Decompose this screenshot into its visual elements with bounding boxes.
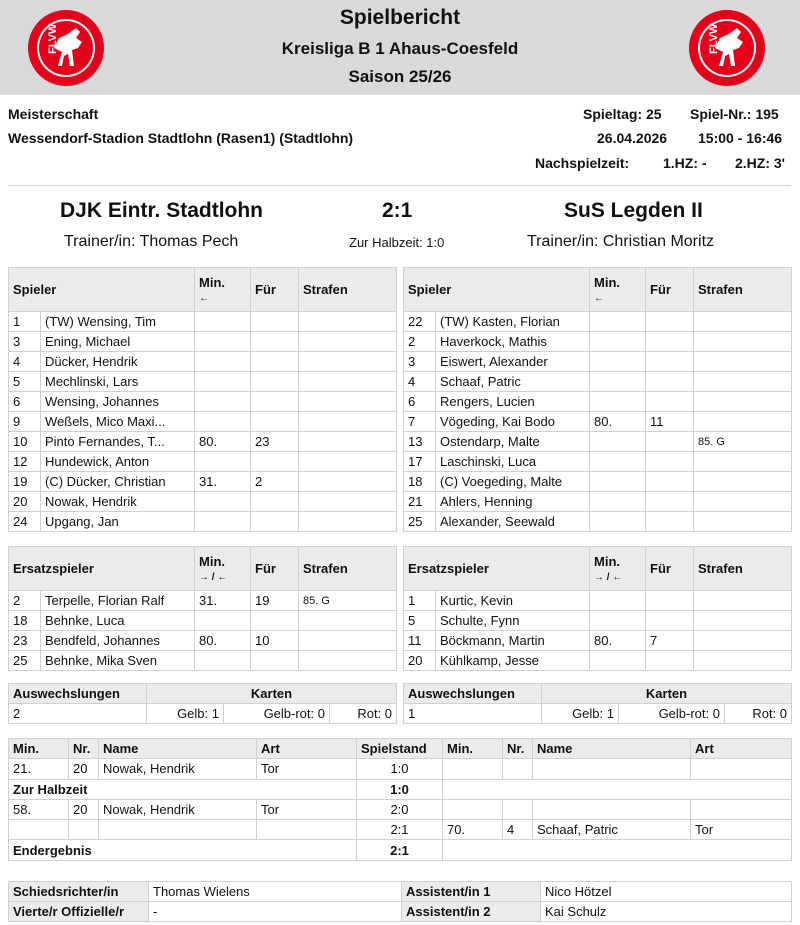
player-penalty	[299, 432, 397, 452]
vierte-label: Vierte/r Offizielle/r	[9, 902, 149, 922]
player-number: 4	[404, 372, 436, 392]
player-penalty	[299, 312, 397, 332]
table-row	[9, 591, 397, 611]
event-away-type	[691, 759, 792, 779]
table-row	[404, 432, 792, 452]
table-row	[404, 332, 792, 352]
table-row	[9, 651, 397, 671]
player-number: 20	[9, 492, 41, 512]
event-away-number	[503, 759, 533, 779]
event-home-type	[257, 820, 357, 840]
player-minute	[590, 392, 646, 412]
player-number: 17	[404, 452, 436, 472]
table-row	[9, 759, 792, 779]
player-substituted-for	[251, 651, 299, 671]
player-name: Nowak, Hendrik	[41, 492, 195, 512]
event-home-name: Nowak, Hendrik	[99, 759, 257, 779]
player-name: Kühlkamp, Jesse	[436, 651, 590, 671]
report-header	[0, 0, 800, 95]
player-number: 4	[9, 352, 41, 372]
schiedsrichter-value: Thomas Wielens	[149, 882, 402, 902]
col-fuer: Für	[251, 547, 299, 591]
player-minute	[195, 412, 251, 432]
table-row	[404, 372, 792, 392]
ev-col-min: Min.	[9, 739, 69, 759]
col-ersatzspieler: Ersatzspieler	[9, 547, 195, 591]
player-minute	[195, 492, 251, 512]
player-number: 7	[404, 412, 436, 432]
event-away-minute: 70.	[443, 820, 503, 840]
table-row	[404, 412, 792, 432]
event-away-type: Tor	[691, 820, 792, 840]
home-subs-table	[8, 546, 397, 671]
match-time: 15:00 - 16:46	[698, 130, 783, 146]
player-penalty	[299, 611, 397, 631]
event-away-name	[533, 799, 691, 819]
player-penalty	[694, 352, 792, 372]
home-trainer: Trainer/in: Thomas Pech	[64, 233, 239, 250]
player-minute	[590, 492, 646, 512]
player-penalty	[299, 392, 397, 412]
col-fuer: Für	[251, 268, 299, 312]
col-fuer: Für	[646, 547, 694, 591]
player-substituted-for	[251, 352, 299, 372]
player-substituted-for	[646, 392, 694, 412]
player-name: Bendfeld, Johannes	[41, 631, 195, 651]
player-number: 2	[9, 591, 41, 611]
event-home-name	[99, 820, 257, 840]
player-minute	[590, 332, 646, 352]
event-home-name: Nowak, Hendrik	[99, 799, 257, 819]
player-name: Wensing, Johannes	[41, 392, 195, 412]
player-name: Haverkock, Mathis	[436, 332, 590, 352]
player-number: 21	[404, 492, 436, 512]
table-row	[9, 512, 397, 532]
player-name: Hundewick, Anton	[41, 452, 195, 472]
league-name: Kreisliga B 1 Ahaus-Coesfeld	[281, 39, 519, 58]
away-gelb: Gelb: 1	[542, 704, 619, 724]
player-substituted-for	[251, 392, 299, 412]
player-name: Upgang, Jan	[41, 512, 195, 532]
halftime-score: Zur Halbzeit: 1:0	[349, 235, 445, 250]
player-number: 23	[9, 631, 41, 651]
player-number: 10	[9, 432, 41, 452]
player-penalty	[694, 392, 792, 412]
table-row	[9, 472, 397, 492]
player-name: Mechlinski, Lars	[41, 372, 195, 392]
player-minute	[195, 512, 251, 532]
player-number: 24	[9, 512, 41, 532]
col-ersatzspieler: Ersatzspieler	[404, 547, 590, 591]
event-away-name	[533, 759, 691, 779]
nachspielzeit-label: Nachspielzeit:	[535, 155, 630, 171]
table-row	[404, 472, 792, 492]
player-substituted-for	[646, 352, 694, 372]
player-minute	[590, 472, 646, 492]
player-number: 19	[9, 472, 41, 492]
player-substituted-for	[251, 332, 299, 352]
player-name: Ening, Michael	[41, 332, 195, 352]
event-home-type: Tor	[257, 759, 357, 779]
event-phase-label: Endergebnis	[9, 840, 357, 860]
player-minute	[195, 392, 251, 412]
svg-text:FLVW: FLVW	[708, 23, 720, 54]
player-number: 1	[404, 591, 436, 611]
officials-table	[8, 881, 792, 922]
spiel-nr: Spiel-Nr.: 195	[690, 106, 779, 122]
player-name: (C) Dücker, Christian	[41, 472, 195, 492]
away-players-table	[403, 267, 792, 532]
player-substituted-for	[646, 512, 694, 532]
player-minute	[195, 312, 251, 332]
player-minute: 80.	[590, 631, 646, 651]
player-penalty	[694, 591, 792, 611]
player-minute	[195, 611, 251, 631]
player-number: 12	[9, 452, 41, 472]
player-number: 5	[9, 372, 41, 392]
player-penalty	[694, 372, 792, 392]
table-row	[9, 392, 397, 412]
table-row	[9, 372, 397, 392]
player-name: Ahlers, Henning	[436, 492, 590, 512]
home-subs-count: 2	[9, 704, 147, 724]
player-name: Böckmann, Martin	[436, 631, 590, 651]
player-substituted-for	[251, 611, 299, 631]
event-home-number	[69, 820, 99, 840]
schiedsrichter-label: Schiedsrichter/in	[9, 882, 149, 902]
player-substituted-for	[251, 492, 299, 512]
player-penalty	[299, 651, 397, 671]
assistent2-value: Kai Schulz	[541, 902, 792, 922]
player-minute	[195, 332, 251, 352]
col-strafen: Strafen	[694, 268, 792, 312]
table-row	[404, 611, 792, 631]
col-min: Min. ←	[590, 268, 646, 312]
assistent1-value: Nico Hötzel	[541, 882, 792, 902]
player-substituted-for: 19	[251, 591, 299, 611]
match-date: 26.04.2026	[597, 130, 668, 146]
player-number: 5	[404, 611, 436, 631]
table-row	[9, 799, 792, 819]
player-penalty	[299, 492, 397, 512]
table-row	[9, 820, 792, 840]
assistent2-label: Assistent/in 2	[402, 902, 541, 922]
ev-col-name: Name	[99, 739, 257, 759]
player-number: 22	[404, 312, 436, 332]
auswechslungen-header: Auswechslungen	[404, 684, 542, 704]
player-penalty	[299, 372, 397, 392]
event-home-type: Tor	[257, 799, 357, 819]
home-players-table	[8, 267, 397, 532]
table-row	[404, 452, 792, 472]
event-home-minute: 21.	[9, 759, 69, 779]
player-substituted-for	[251, 512, 299, 532]
ev-col-art: Art	[257, 739, 357, 759]
table-row	[9, 631, 397, 651]
player-minute: 80.	[195, 631, 251, 651]
event-away-number	[503, 799, 533, 819]
player-name: (TW) Wensing, Tim	[41, 312, 195, 332]
table-row	[9, 412, 397, 432]
player-number: 1	[9, 312, 41, 332]
player-minute	[590, 372, 646, 392]
player-substituted-for	[646, 432, 694, 452]
player-name: Weßels, Mico Maxi...	[41, 412, 195, 432]
table-row	[9, 492, 397, 512]
divider	[8, 185, 791, 186]
player-number: 18	[404, 472, 436, 492]
player-minute: 31.	[195, 591, 251, 611]
player-number: 6	[9, 392, 41, 412]
player-penalty	[694, 452, 792, 472]
away-gelbrot: Gelb-rot: 0	[619, 704, 725, 724]
col-min: Min. → / ←	[590, 547, 646, 591]
table-row	[404, 591, 792, 611]
home-gelb: Gelb: 1	[147, 704, 224, 724]
player-minute	[590, 312, 646, 332]
table-row	[404, 492, 792, 512]
player-minute	[590, 432, 646, 452]
event-away-number: 4	[503, 820, 533, 840]
player-number: 11	[404, 631, 436, 651]
player-name: Alexander, Seewald	[436, 512, 590, 532]
player-penalty	[299, 412, 397, 432]
karten-header: Karten	[147, 684, 397, 704]
player-penalty: 85. G	[694, 432, 792, 452]
player-penalty	[299, 631, 397, 651]
col-strafen: Strafen	[694, 547, 792, 591]
away-stats-table	[403, 683, 792, 724]
event-home-minute: 58.	[9, 799, 69, 819]
event-home-number: 20	[69, 799, 99, 819]
nachspielzeit-hz1: 1.HZ: -	[663, 155, 707, 171]
home-stats-table	[8, 683, 397, 724]
player-substituted-for: 23	[251, 432, 299, 452]
event-phase-label: Zur Halbzeit	[9, 779, 357, 799]
player-penalty	[694, 412, 792, 432]
player-substituted-for	[646, 611, 694, 631]
player-substituted-for	[251, 452, 299, 472]
vierte-value: -	[149, 902, 402, 922]
player-name: (TW) Kasten, Florian	[436, 312, 590, 332]
player-number: 25	[9, 651, 41, 671]
final-score: 2:1	[382, 199, 413, 222]
auswechslungen-header: Auswechslungen	[9, 684, 147, 704]
player-number: 6	[404, 392, 436, 412]
player-minute	[195, 372, 251, 392]
player-number: 13	[404, 432, 436, 452]
away-subs-table	[403, 546, 792, 671]
ev-col-nr: Nr.	[503, 739, 533, 759]
player-penalty	[694, 631, 792, 651]
table-row	[404, 512, 792, 532]
assistent1-label: Assistent/in 1	[402, 882, 541, 902]
player-number: 3	[404, 352, 436, 372]
table-row	[404, 312, 792, 332]
player-name: (C) Voegeding, Malte	[436, 472, 590, 492]
player-minute	[590, 611, 646, 631]
event-away-minute	[443, 759, 503, 779]
table-row	[9, 312, 397, 332]
table-row	[404, 651, 792, 671]
player-name: Schaaf, Patric	[436, 372, 590, 392]
player-name: Vögeding, Kai Bodo	[436, 412, 590, 432]
ev-col-nr: Nr.	[69, 739, 99, 759]
col-strafen: Strafen	[299, 547, 397, 591]
player-substituted-for: 11	[646, 412, 694, 432]
col-spieler: Spieler	[9, 268, 195, 312]
player-minute	[590, 452, 646, 472]
player-name: Laschinski, Luca	[436, 452, 590, 472]
spieltag: Spieltag: 25	[583, 106, 662, 122]
player-substituted-for	[646, 492, 694, 512]
player-penalty	[694, 651, 792, 671]
player-penalty	[299, 512, 397, 532]
season: Saison 25/26	[348, 67, 452, 86]
table-row	[9, 352, 397, 372]
event-score: 2:1	[357, 840, 443, 860]
nachspielzeit-hz2: 2.HZ: 3'	[735, 155, 786, 171]
player-substituted-for	[251, 312, 299, 332]
table-row	[404, 631, 792, 651]
player-number: 20	[404, 651, 436, 671]
event-away-type	[691, 799, 792, 819]
player-name: Eiswert, Alexander	[436, 352, 590, 372]
player-penalty	[694, 312, 792, 332]
player-penalty	[299, 332, 397, 352]
event-empty	[443, 779, 792, 799]
player-substituted-for	[646, 452, 694, 472]
event-home-minute	[9, 820, 69, 840]
player-penalty	[694, 332, 792, 352]
player-penalty	[694, 492, 792, 512]
player-minute: 31.	[195, 472, 251, 492]
away-subs-count: 1	[404, 704, 542, 724]
player-minute	[195, 452, 251, 472]
report-title: Spielbericht	[339, 6, 461, 29]
away-rot: Rot: 0	[725, 704, 792, 724]
table-row	[9, 332, 397, 352]
home-gelbrot: Gelb-rot: 0	[224, 704, 330, 724]
table-row	[9, 452, 397, 472]
table-row	[404, 392, 792, 412]
player-substituted-for	[646, 312, 694, 332]
player-substituted-for	[646, 472, 694, 492]
player-substituted-for: 7	[646, 631, 694, 651]
home-rot: Rot: 0	[330, 704, 397, 724]
ev-col-name: Name	[533, 739, 691, 759]
ev-col-spielstand: Spielstand	[357, 739, 443, 759]
event-score: 1:0	[357, 759, 443, 779]
player-penalty	[299, 472, 397, 492]
event-score: 2:1	[357, 820, 443, 840]
event-score: 2:0	[357, 799, 443, 819]
player-name: Behnke, Mika Sven	[41, 651, 195, 671]
flvw-logo	[687, 8, 767, 88]
player-minute	[590, 591, 646, 611]
player-number: 3	[9, 332, 41, 352]
karten-header: Karten	[542, 684, 792, 704]
player-minute: 80.	[195, 432, 251, 452]
svg-text:FLVW: FLVW	[47, 23, 59, 54]
event-empty	[443, 840, 792, 860]
player-number: 9	[9, 412, 41, 432]
player-minute: 80.	[590, 412, 646, 432]
player-number: 2	[404, 332, 436, 352]
event-away-minute	[443, 799, 503, 819]
col-spieler: Spieler	[404, 268, 590, 312]
event-score: 1:0	[357, 779, 443, 799]
away-team-name: SuS Legden II	[564, 199, 703, 222]
ev-col-min: Min.	[443, 739, 503, 759]
player-penalty: 85. G	[299, 591, 397, 611]
player-name: Dücker, Hendrik	[41, 352, 195, 372]
player-penalty	[694, 472, 792, 492]
player-name: Pinto Fernandes, T...	[41, 432, 195, 452]
player-substituted-for	[251, 412, 299, 432]
event-away-name: Schaaf, Patric	[533, 820, 691, 840]
col-strafen: Strafen	[299, 268, 397, 312]
player-substituted-for	[646, 332, 694, 352]
player-substituted-for: 10	[251, 631, 299, 651]
home-team-name: DJK Eintr. Stadtlohn	[60, 199, 264, 222]
player-substituted-for: 2	[251, 472, 299, 492]
event-home-number: 20	[69, 759, 99, 779]
player-minute	[590, 512, 646, 532]
competition: Meisterschaft	[8, 106, 99, 122]
table-row	[9, 840, 792, 860]
col-fuer: Für	[646, 268, 694, 312]
col-min: Min. → / ←	[195, 547, 251, 591]
player-name: Terpelle, Florian Ralf	[41, 591, 195, 611]
player-penalty	[694, 512, 792, 532]
col-min: Min. ←	[195, 268, 251, 312]
player-name: Rengers, Lucien	[436, 392, 590, 412]
player-substituted-for	[646, 591, 694, 611]
player-name: Schulte, Fynn	[436, 611, 590, 631]
table-row	[9, 779, 792, 799]
player-number: 18	[9, 611, 41, 631]
ev-col-art: Art	[691, 739, 792, 759]
player-substituted-for	[251, 372, 299, 392]
player-name: Ostendarp, Malte	[436, 432, 590, 452]
player-penalty	[299, 452, 397, 472]
player-penalty	[694, 611, 792, 631]
away-trainer: Trainer/in: Christian Moritz	[527, 233, 715, 250]
player-minute	[195, 651, 251, 671]
table-row	[9, 611, 397, 631]
player-name: Behnke, Luca	[41, 611, 195, 631]
player-minute	[590, 651, 646, 671]
player-substituted-for	[646, 372, 694, 392]
player-minute	[195, 352, 251, 372]
events-table	[8, 738, 792, 861]
player-name: Kurtic, Kevin	[436, 591, 590, 611]
table-row	[404, 352, 792, 372]
player-penalty	[299, 352, 397, 372]
table-row	[9, 432, 397, 452]
venue: Wessendorf-Stadion Stadtlohn (Rasen1) (Stadtlohn)	[8, 130, 354, 146]
player-minute	[590, 352, 646, 372]
player-number: 25	[404, 512, 436, 532]
player-substituted-for	[646, 651, 694, 671]
